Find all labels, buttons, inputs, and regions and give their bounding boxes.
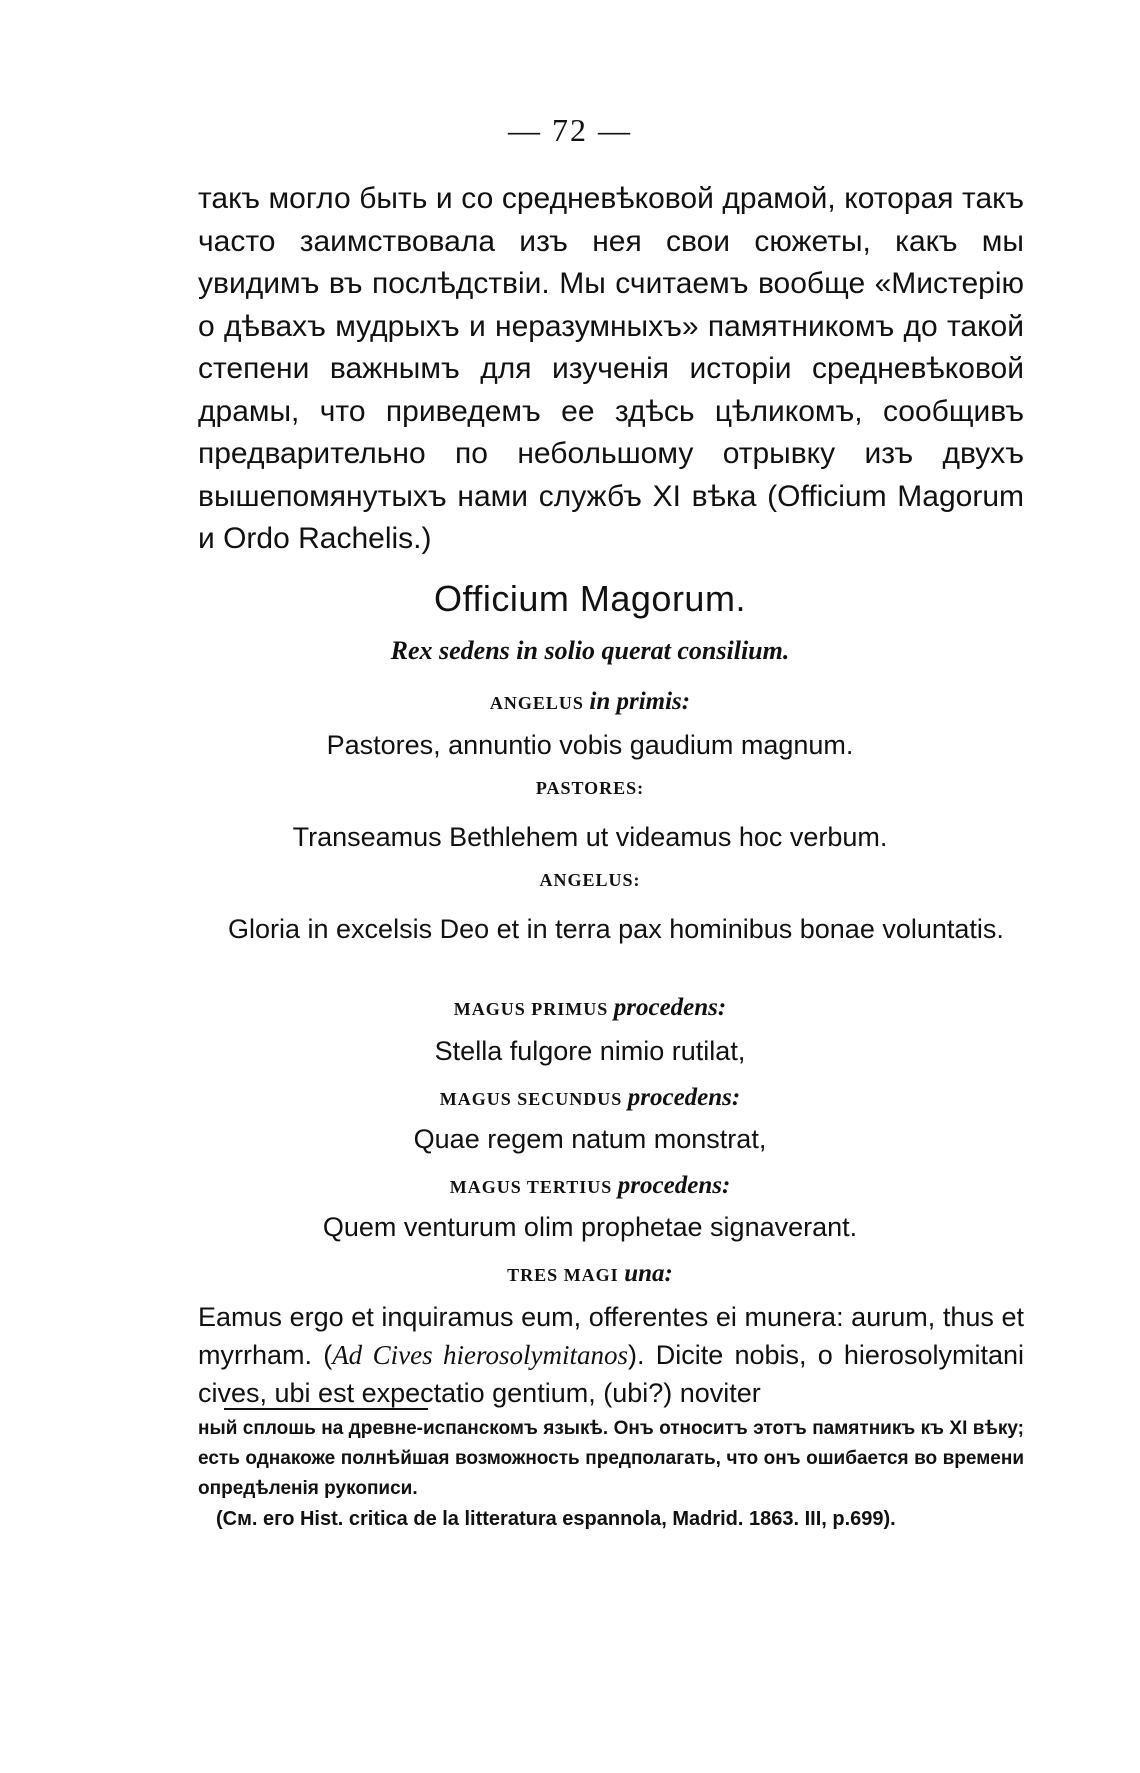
speaker-name: TRES MAGI: [507, 1265, 619, 1285]
speaker-name: PASTORES:: [535, 778, 645, 798]
speaker-name: MAGUS SECUNDUS: [439, 1089, 623, 1109]
footnote: [198, 1414, 1024, 1534]
footnote-text: ный сплошь на древне-испанскомъ языкѣ. Онъ относитъ этотъ памятникъ къ XI вѣку; есть однакоже полнѣйшая возможность предполагать, что онъ ошибается во времени опредѣленія рукописи.: [198, 1418, 1024, 1499]
verse-line: Quae regem natum monstrat,: [413, 1124, 767, 1154]
speaker-cue: procedens:: [617, 1172, 731, 1199]
verse-line: Transeamus Bethlehem ut videamus hoc verbum.: [292, 822, 888, 852]
page-number: — 72 —: [508, 112, 632, 148]
verse-paragraph: Gloria in excelsis Deo et in terra pax hominibus bonae voluntatis.: [228, 914, 1004, 944]
passage-text: Eamus ergo et inquiramus eum, offerentes ei munera: aurum, thus et myrrham. (: [198, 1302, 1024, 1370]
passage-text: ). Dicite nobis, o hierosolymitani cives, ubi est expectatio gentium, (ubi?) noviter: [198, 1340, 1024, 1408]
speaker-cue: procedens:: [627, 1084, 741, 1111]
footnote-rule: [224, 1408, 428, 1410]
speaker-heading: [0, 994, 1140, 1022]
speaker-heading: [0, 688, 1140, 716]
verse-line: Quem venturum olim prophetae signaverant.: [322, 1212, 858, 1242]
footnote-reference: (См. его Hist. critica de la litteratura espannola, Madrid. 1863. III, p.699).: [216, 1508, 896, 1530]
speaker-heading: [0, 1084, 1140, 1112]
speaker-cue: procedens:: [613, 994, 727, 1021]
speaker-cue: una:: [624, 1260, 673, 1287]
speaker-heading: [0, 1260, 1140, 1288]
speaker-name: MAGUS TERTIUS: [449, 1177, 613, 1197]
speaker-name: ANGELUS:: [539, 870, 641, 890]
stage-direction: Rex sedens in solio querat consilium.: [390, 636, 790, 665]
section-title: Officium Magorum.: [434, 578, 746, 619]
final-passage: [198, 1298, 1024, 1412]
speaker-heading: [0, 1172, 1140, 1200]
speaker-name: MAGUS PRIMUS: [453, 999, 609, 1019]
verse-line: Stella fulgore nimio rutilat,: [434, 1036, 746, 1066]
verse-line: Pastores, annuntio vobis gaudium magnum.: [326, 730, 854, 760]
speaker-heading: [0, 870, 1140, 891]
speaker-name: ANGELUS: [489, 693, 584, 713]
speaker-cue: in primis:: [589, 688, 691, 715]
body-paragraph: такъ могло быть и со средневѣковой драмой, которая такъ часто заимствовала изъ нея свои сюжеты, какъ мы увидимъ въ послѣдствіи. Мы считаемъ вообще «Мистерію о дѣвахъ мудрыхъ и неразумныхъ» памятникомъ до такой степени важнымъ для изученія исторіи средневѣковой драмы, что приведемъ ее здѣсь цѣликомъ, сообщивъ предварительно по небольшому отрывку изъ двухъ вышепомянутыхъ нами службъ XI вѣка (Officium Magorum и Ordo Rachelis.): [198, 182, 1024, 555]
speaker-heading: [0, 778, 1140, 799]
passage-italic: Ad Cives hierosolymitanos: [332, 1340, 629, 1370]
